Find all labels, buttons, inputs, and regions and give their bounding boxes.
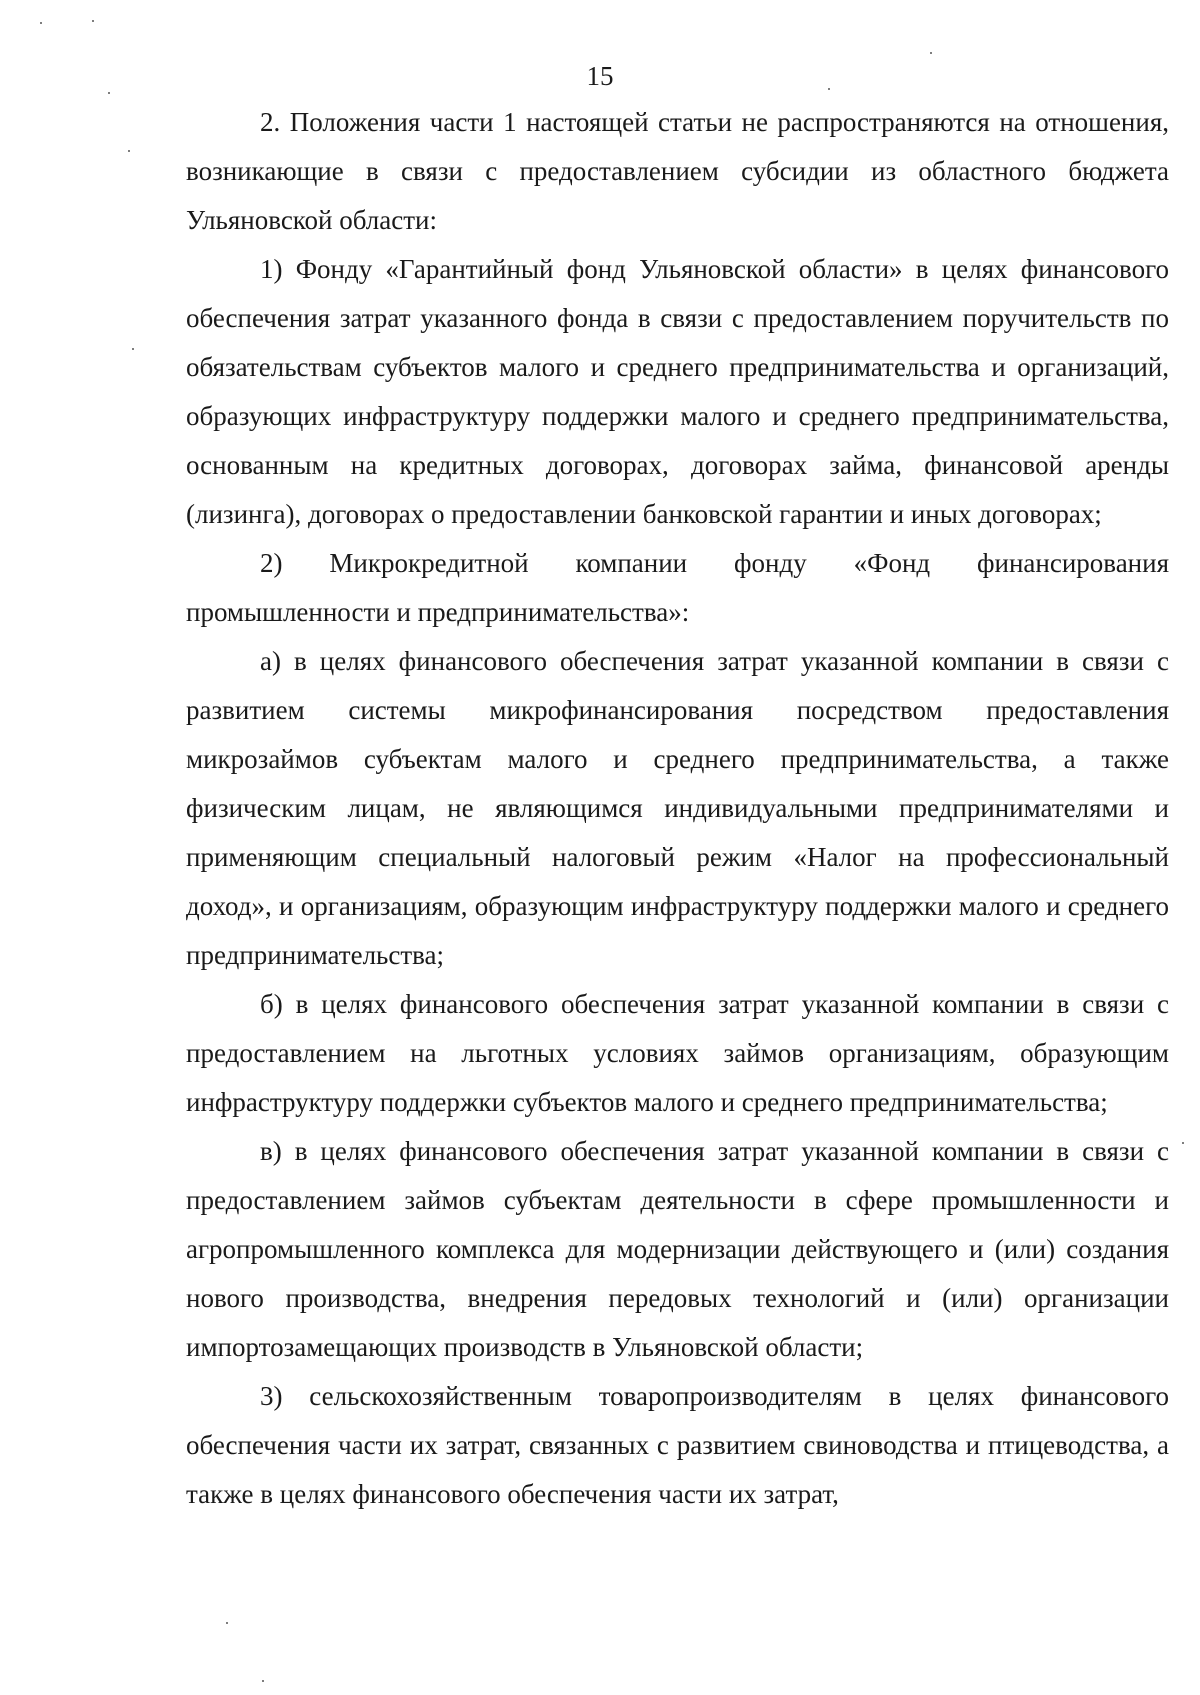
scan-speck [92,20,94,22]
document-body [186,98,1169,1519]
scan-speck [930,52,932,54]
paragraph-clause-2: 2. Положения части 1 настоящей статьи не распространяются на отношения, возникающие в связи с предоставлением субсидии из областного бюджета Ульяновской области: [186,107,1169,235]
scan-speck [40,22,42,24]
paragraph-subitem-v: в) в целях финансового обеспечения затрат указанной компании в связи с предоставлением займов субъектам деятельности в сфере промышленности и агропромышленного комплекса для модернизации действующего и (или) создания нового производства, внедрения передовых технологий и (или) организации импортозамещающих производств в Ульяновской области; [186,1136,1169,1362]
page-number: 15 [586,61,614,91]
paragraph-item-1: 1) Фонду «Гарантийный фонд Ульяновской области» в целях финансового обеспечения затрат указанного фонда в связи с предоставлением поручительств по обязательствам субъектов малого и среднего предпринимательства и организаций, образующих инфраструктуру поддержки малого и среднего предпринимательства, основанным на кредитных договорах, договорах займа, финансовой аренды (лизинга), договорах о предоставлении банковской гарантии и иных договорах; [186,254,1169,529]
paragraph-subitem-b: б) в целях финансового обеспечения затрат указанной компании в связи с предоставлением на льготных условиях займов организациям, образующим инфраструктуру поддержки субъектов малого и среднего предпринимательства; [186,989,1169,1117]
paragraph-item-3: 3) сельскохозяйственным товаропроизводителям в целях финансового обеспечения части их затрат, связанных с развитием свиноводства и птицеводства, а также в целях финансового обеспечения части их затрат, [186,1381,1169,1509]
paragraph-item-2: 2) Микрокредитной компании фонду «Фонд финансирования промышленности и предпринимательства»: [186,548,1169,627]
scan-speck [1182,1142,1184,1144]
scan-speck [132,348,134,350]
paragraph-subitem-a: а) в целях финансового обеспечения затрат указанной компании в связи с развитием системы микрофинансирования посредством предоставления микрозаймов субъектам малого и среднего предпринимательства, а также физическим лицам, не являющимся индивидуальными предпринимателями и применяющим специальный налоговый режим «Налог на профессиональный доход», и организациям, образующим инфраструктуру поддержки малого и среднего предпринимательства; [186,646,1169,970]
scan-speck [262,1680,264,1682]
scan-speck [128,150,130,152]
scan-speck [226,1622,228,1624]
